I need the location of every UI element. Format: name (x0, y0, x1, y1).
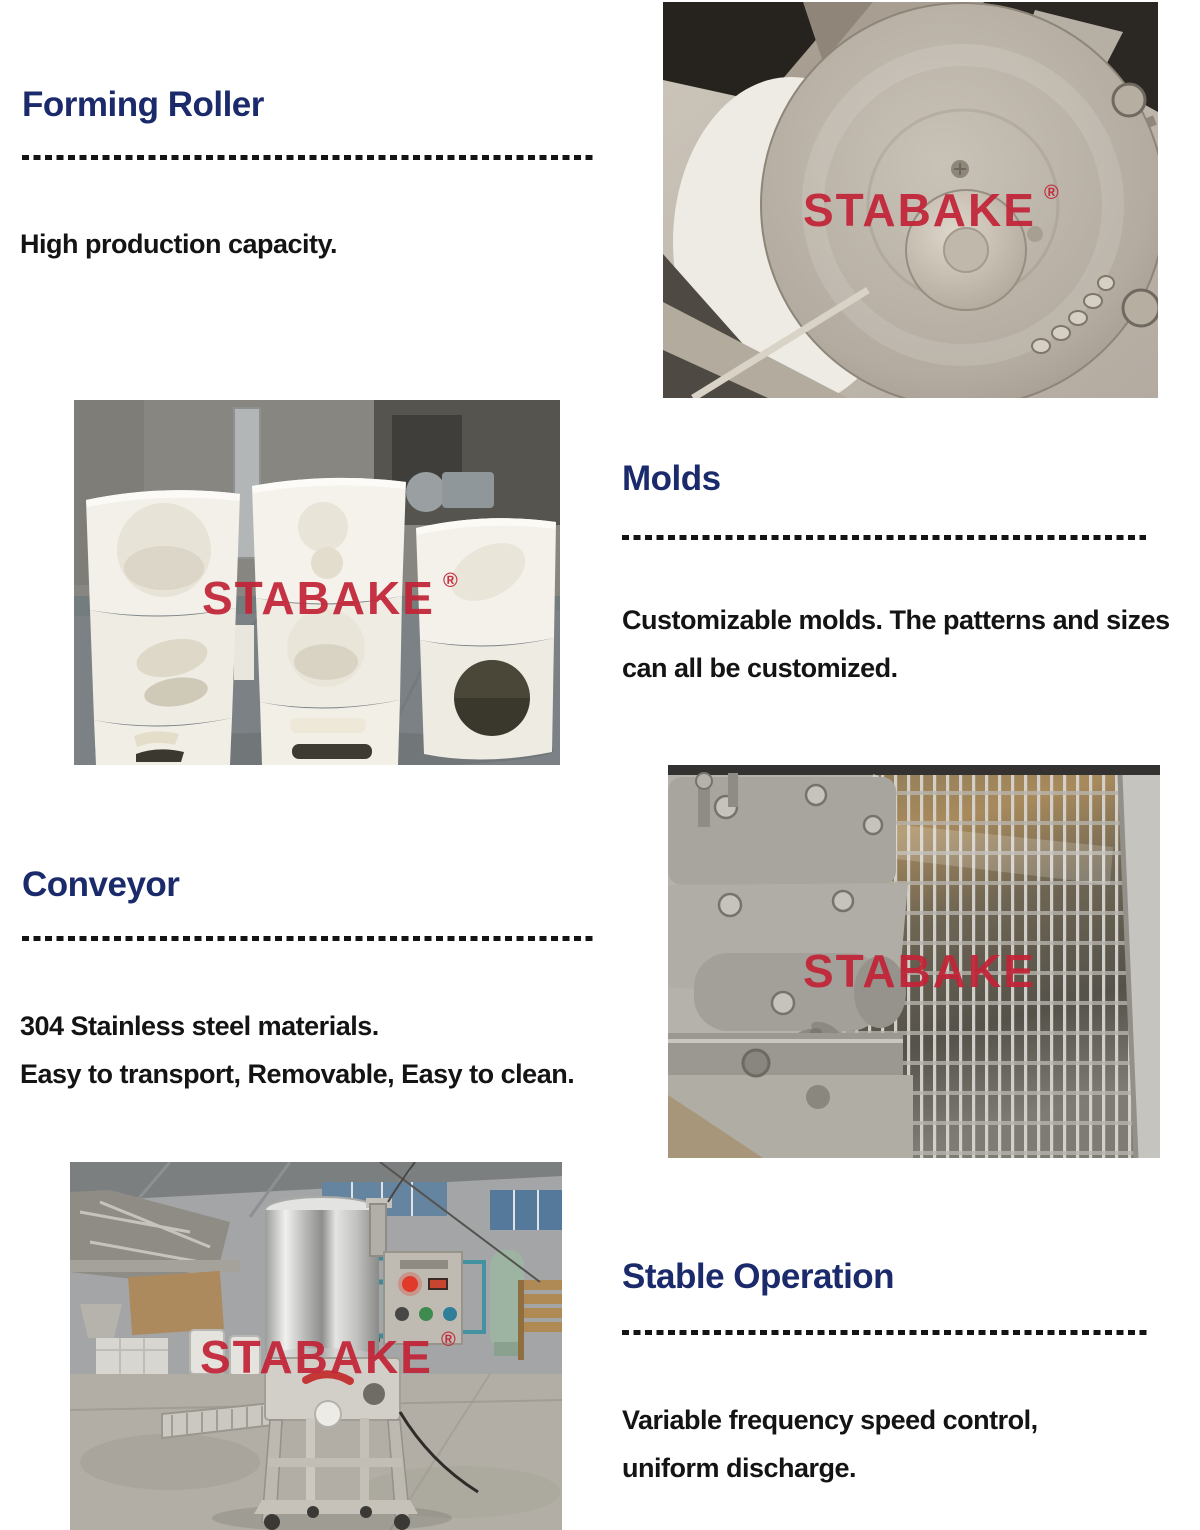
registered-mark-icon: ® (440, 1329, 456, 1351)
stable-operation-line-2: uniform discharge. (622, 1453, 857, 1483)
forming-roller-illustration (663, 2, 1158, 398)
molds-photo (74, 400, 560, 765)
stabake-watermark-text: STABAKE (803, 184, 1036, 236)
registered-mark-icon: ® (1043, 182, 1059, 204)
conveyor-illustration (668, 765, 1160, 1158)
stable-operation-line-1: Variable frequency speed control, (622, 1405, 1038, 1435)
divider-conveyor (22, 936, 594, 941)
section-title-forming-roller: Forming Roller (22, 85, 264, 124)
molds-line-2: can all be customized. (622, 653, 898, 683)
machine-photo (70, 1162, 562, 1530)
molds-line-1: Customizable molds. The patterns and sizes (622, 605, 1170, 635)
machine-illustration (70, 1162, 562, 1530)
stabake-watermark-text: STABAKE (202, 572, 435, 624)
divider-molds (622, 535, 1146, 540)
registered-mark-icon: ® (442, 570, 458, 592)
conveyor-line-1: 304 Stainless steel materials. (20, 1011, 379, 1041)
stabake-watermark-text: STABAKE (803, 945, 1036, 997)
divider-stable-operation (622, 1330, 1150, 1335)
section-title-molds: Molds (622, 459, 721, 498)
conveyor-photo (668, 765, 1160, 1158)
stabake-watermark-text: STABAKE (200, 1331, 433, 1383)
forming-roller-photo (663, 2, 1158, 398)
divider-forming-roller (22, 155, 594, 160)
forming-roller-line-1: High production capacity. (20, 229, 338, 259)
molds-illustration (74, 400, 560, 765)
section-title-conveyor: Conveyor (22, 865, 180, 904)
conveyor-line-2: Easy to transport, Removable, Easy to clean. (20, 1059, 575, 1089)
section-title-stable-operation: Stable Operation (622, 1257, 895, 1296)
